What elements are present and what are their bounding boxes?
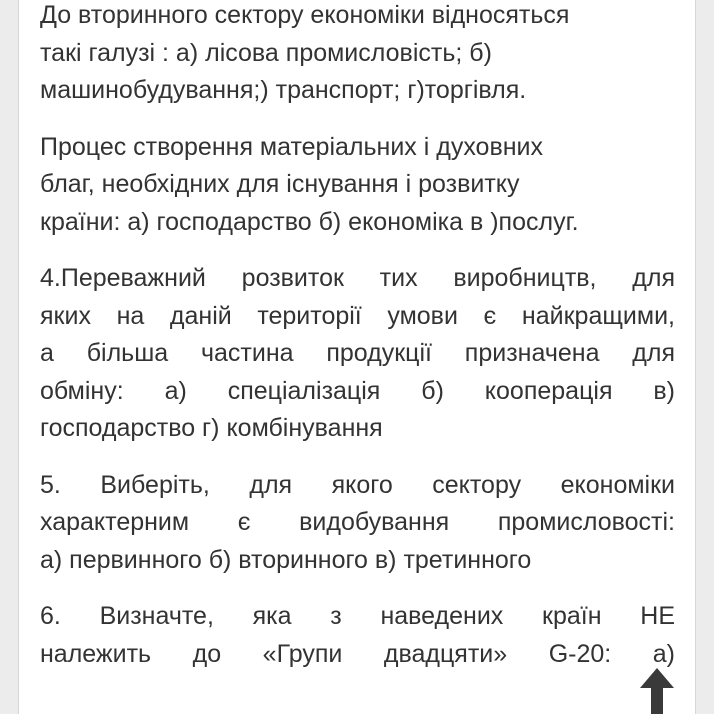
paragraph-question-6 (40, 598, 675, 673)
text-line: яких на даній території умови є найкращими, (40, 301, 675, 330)
text-line: господарство г) комбінування (40, 414, 383, 442)
text-line: благ, необхідних для існування і розвитку (40, 170, 520, 198)
text-line: 6. Визначте, яка з наведених країн НЕ (40, 602, 675, 630)
paragraph-question-4 (40, 260, 675, 448)
text-line: До вторинного сектору економіки відносяться (40, 1, 570, 29)
text-line: 4.Переважний розвиток тих виробництв, для (40, 264, 675, 292)
text-line: Процес створення матеріальних і духовних (40, 132, 543, 161)
text-line: а більша частина продукції призначена для (40, 339, 675, 367)
paragraph-question-5 (40, 467, 675, 580)
text-line: машинобудування;) транспорт; г)торгівля. (40, 76, 527, 104)
arrow-up-icon (634, 664, 680, 714)
paragraph-1 (40, 0, 675, 110)
text-line: а) первинного б) вторинного в) третинного (40, 545, 532, 574)
text-line: належить до «Групи двадцяти» G-20: а) (40, 639, 675, 668)
paragraph-2 (40, 129, 675, 242)
scroll-to-top-button[interactable] (634, 664, 680, 714)
text-line: країни: а) господарство б) економіка в )послуг. (40, 207, 579, 236)
text-line: 5. Виберіть, для якого сектору економіки (40, 470, 675, 499)
text-line: обміну: а) спеціалізація б) кооперація в) (40, 376, 675, 405)
text-line: характерним є видобування промисловості: (40, 508, 675, 536)
text-line: такі галузі : а) лісова промисловість; б) (40, 38, 492, 67)
question-text (40, 0, 675, 692)
